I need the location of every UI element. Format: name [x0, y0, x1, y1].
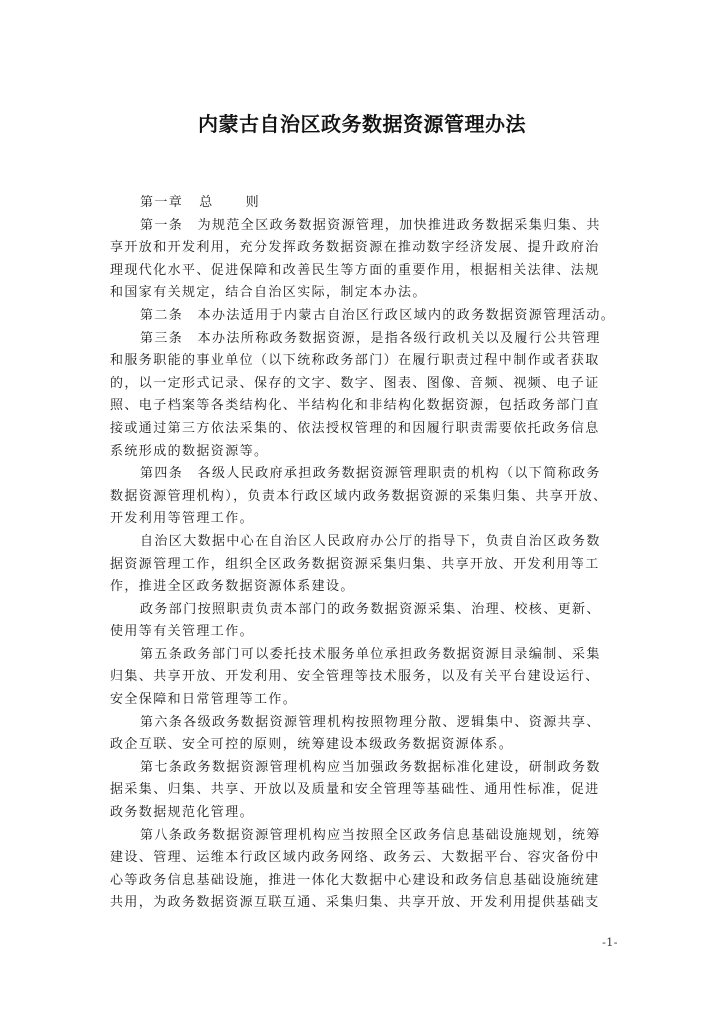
article-7-line-1: 第七条政务数据资源管理机构应当加强政务数据标准化建设，研制政务数	[140, 759, 601, 775]
article-7-line-2: 据采集、归集、共享、开放以及质量和安全管理等基础性、通用性标准，促进	[110, 782, 600, 798]
article-8-line-3: 心等政务信息基础设施，推进一体化大数据中心建设和政务信息基础设施统建	[110, 872, 600, 888]
article-3-line-5: 接或通过第三方依法采集的、依法授权管理的和因履行职责需要依托政务信息	[110, 420, 600, 436]
article-1-line-3: 理现代化水平、促进保障和改善民生等方面的重要作用，根据相关法律、法规	[110, 262, 600, 278]
article-6-line-1: 第六条各级政务数据资源管理机构按照物理分散、逻辑集中、资源共享、	[140, 714, 601, 730]
article-4-line-3: 开发利用等管理工作。	[110, 511, 255, 527]
page-number: -1-	[602, 936, 618, 949]
article-6-line-2: 政企互联、安全可控的原则，统筹建设本级政务数据资源体系。	[110, 737, 514, 753]
article-4-line-2: 数据资源管理机构），负责本行政区域内政务数据资源的采集归集、共享开放、	[110, 488, 608, 504]
article-2-line-1: 第二条 本办法适用于内蒙古自治区行政区域内的政务数据资源管理活动。	[140, 307, 616, 323]
article-3-line-1: 第三条 本办法所称政务数据资源，是指各级行政机关以及履行公共管理	[140, 330, 601, 346]
article-3-line-3: 的，以一定形式记录、保存的文字、数字、图表、图像、音频、视频、电子证	[110, 375, 600, 391]
article-3-line-2: 和服务职能的事业单位（以下统称政务部门）在履行职责过程中制作或者获取	[110, 353, 600, 369]
article-4-para-3-line-2: 使用等有关管理工作。	[110, 624, 255, 640]
article-1-line-2: 享开放和开发利用，充分发挥政务数据资源在推动数字经济发展、提升政府治	[110, 240, 600, 256]
article-1-line-4: 和国家有关规定，结合自治区实际，制定本办法。	[110, 285, 427, 301]
article-8-line-4: 共用，为政务数据资源互联互通、采集归集、共享开放、开发利用提供基础支	[110, 895, 600, 911]
document-body	[110, 192, 630, 915]
article-1-line-1: 第一条 为规范全区政务数据资源管理，加快推进政务数据采集归集、共	[140, 217, 601, 233]
article-5-line-3: 安全保障和日常管理等工作。	[110, 692, 298, 708]
chapter-number: 第一章	[140, 195, 184, 210]
article-5-line-2: 归集、共享开放、开发利用、安全管理等技术服务，以及有关平台建设运行、	[110, 669, 600, 685]
article-8-line-2: 建设、管理、运维本行政区域内政务网络、政务云、大数据平台、容灾备份中	[110, 850, 600, 866]
chapter-name-part1: 总	[199, 195, 214, 210]
chapter-heading	[110, 192, 630, 215]
article-7-line-3: 政务数据规范化管理。	[110, 805, 255, 821]
article-3-line-4: 照、电子档案等各类结构化、半结构化和非结构化数据资源，包括政务部门直	[110, 398, 600, 414]
article-4-para-2-line-1: 自治区大数据中心在自治区人民政府办公厅的指导下，负责自治区政务数	[140, 533, 601, 549]
article-5-line-1: 第五条政务部门可以委托技术服务单位承担政务数据资源目录编制、采集	[140, 646, 601, 662]
article-3-line-6: 系统形成的数据资源等。	[110, 443, 269, 459]
chapter-name-part2: 则	[245, 195, 261, 210]
article-4-para-2-line-2: 据资源管理工作，组织全区政务数据资源采集归集、共享开放、开发利用等工	[110, 556, 600, 572]
article-4-line-1: 第四条 各级人民政府承担政务数据资源管理职责的机构（以下简称政务	[140, 466, 601, 482]
article-4-para-3-line-1: 政务部门按照职责负责本部门的政务数据资源采集、治理、校核、更新、	[140, 601, 601, 617]
article-4-para-2-line-3: 作，推进全区政务数据资源体系建设。	[110, 579, 355, 595]
article-8-line-1: 第八条政务数据资源管理机构应当按照全区政务信息基础设施规划，统筹	[140, 827, 601, 843]
document-title: 内蒙古自治区政务数据资源管理办法	[198, 112, 526, 136]
